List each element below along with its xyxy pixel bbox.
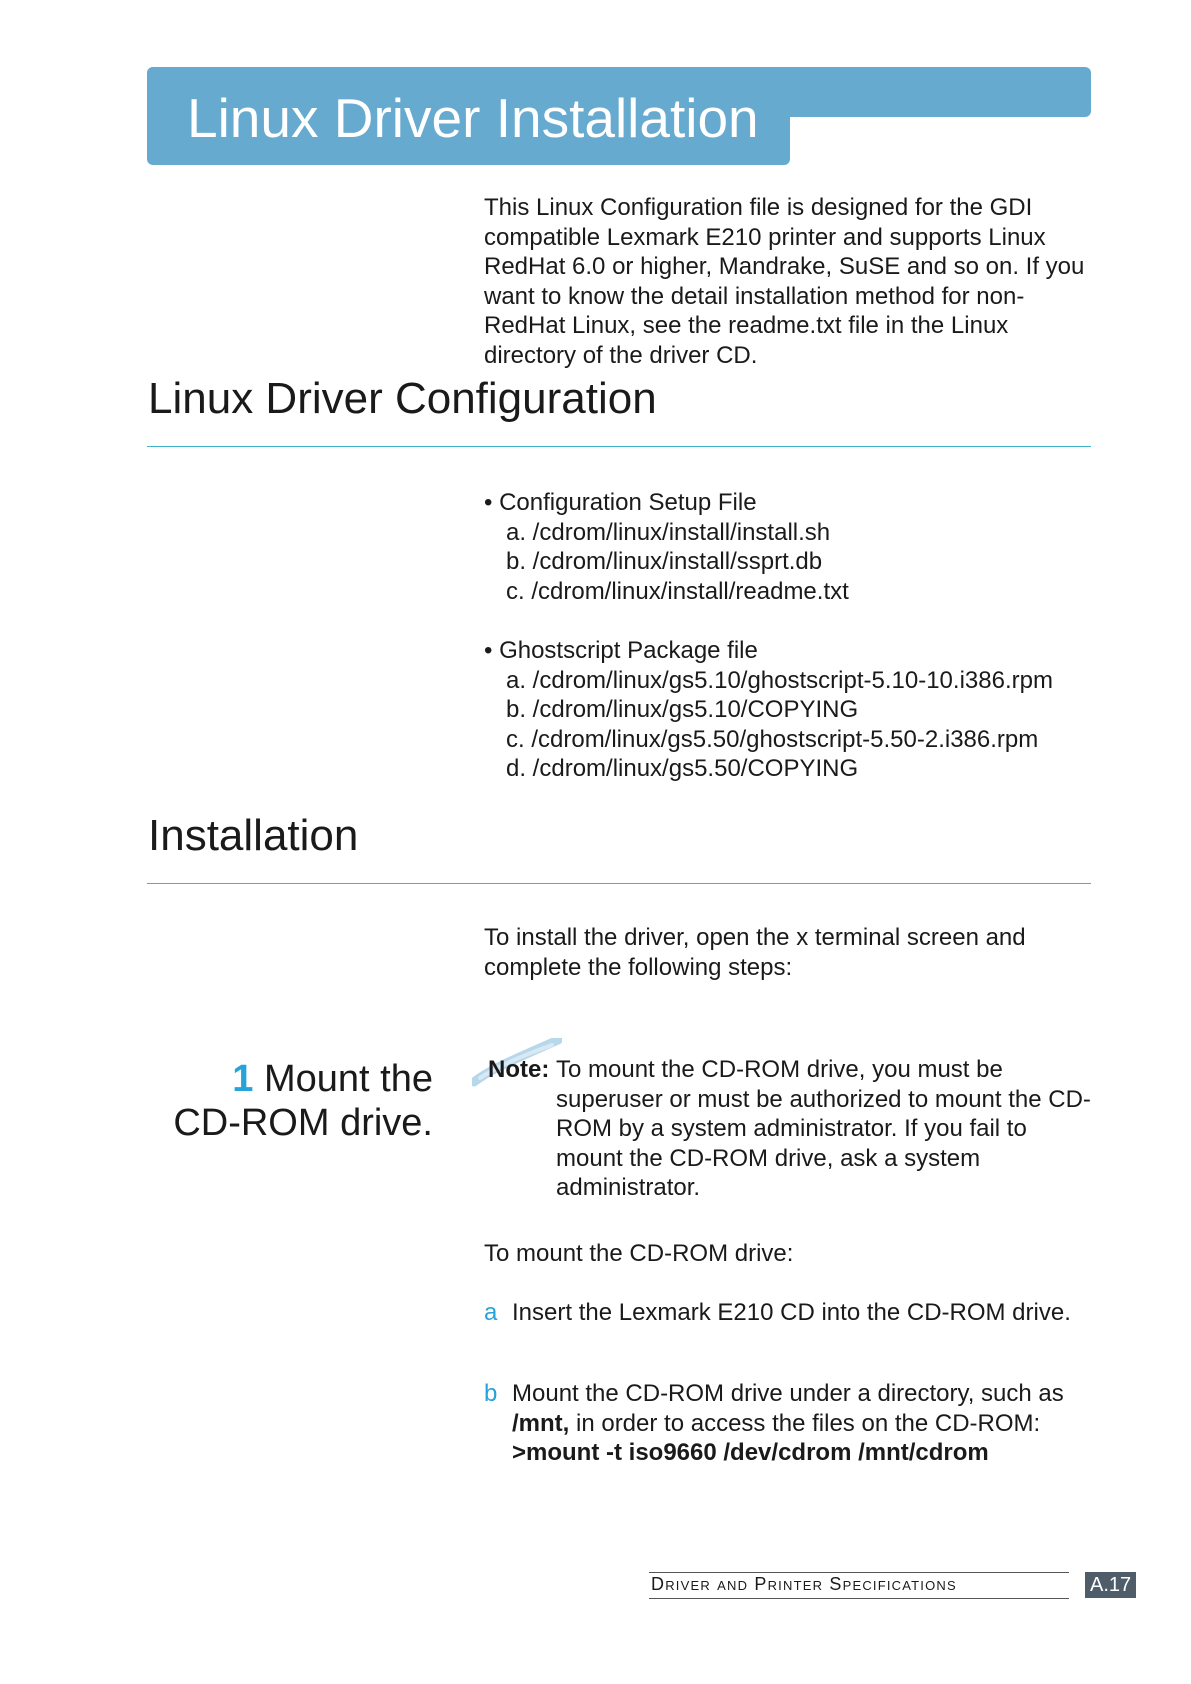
mnt-directory: /mnt, [512,1409,570,1437]
configuration-rule [147,446,1091,447]
mount-command: >mount -t iso9660 /dev/cdrom /mnt/cdrom [512,1439,989,1467]
step-1-title [173,1057,433,1145]
mount-lead-text: To mount the CD-ROM drive: [484,1240,794,1267]
sub-step-b-text-post: in order to access the files on the CD-ROM: [569,1409,1041,1437]
ghostscript-package-list [484,636,1091,784]
step-title-line1: Mount the [253,1058,433,1100]
footer-section-title: Driver and Printer Specifications [651,1574,957,1594]
intro-paragraph: This Linux Configuration file is designed for the GDI compatible Lexmark E210 printer and supports Linux RedHat 6.0 or higher, Mandrake, SuSE and so on. If you want to know the detail installation method for non-RedHat Linux, see the readme.txt file in the Linux directory of the driver CD. [484,194,1085,369]
installation-rule [147,883,1091,884]
configuration-heading: Linux Driver Configuration [148,374,657,423]
note-label: Note: [488,1056,550,1083]
list-item: b. /cdrom/linux/gs5.10/COPYING [506,696,859,724]
list-item: c. /cdrom/linux/install/readme.txt [506,577,849,605]
footer-bottom-rule [649,1598,1069,1599]
sub-step-b-text-pre: Mount the CD-ROM drive under a directory, such as [512,1380,1064,1407]
page-title: Linux Driver Installation [187,87,759,149]
list-item: b. /cdrom/linux/install/ssprt.db [506,548,823,576]
list-group-title: • Ghostscript Package file [484,637,758,664]
note-text: To mount the CD-ROM drive, you must be superuser or must be authorized to mount the CD-ROM by a system administrator. If you fail to mount the CD-ROM drive, ask a system administrator. [556,1056,1091,1202]
sub-step-a-text: Insert the Lexmark E210 CD into the CD-ROM drive. [512,1299,1071,1326]
step-number: 1 [232,1058,254,1100]
list-item: c. /cdrom/linux/gs5.50/ghostscript-5.50-2.i386.rpm [506,725,1039,753]
installation-heading: Installation [148,811,359,860]
sub-step-a-letter: a [484,1299,498,1326]
list-group-title: • Configuration Setup File [484,489,757,516]
installation-intro: To install the driver, open the x terminal screen and complete the following steps: [484,924,1026,981]
sub-step-b-letter: b [484,1380,498,1407]
list-item: d. /cdrom/linux/gs5.50/COPYING [506,755,859,783]
sub-step-b-text [512,1379,1091,1468]
page-number-badge: A.17 [1085,1572,1136,1598]
list-item: a. /cdrom/linux/install/install.sh [506,518,831,546]
list-item: a. /cdrom/linux/gs5.10/ghostscript-5.10-10.i386.rpm [506,666,1053,694]
step-title-line2: CD-ROM drive. [173,1102,433,1144]
configuration-setup-list [484,488,1091,606]
